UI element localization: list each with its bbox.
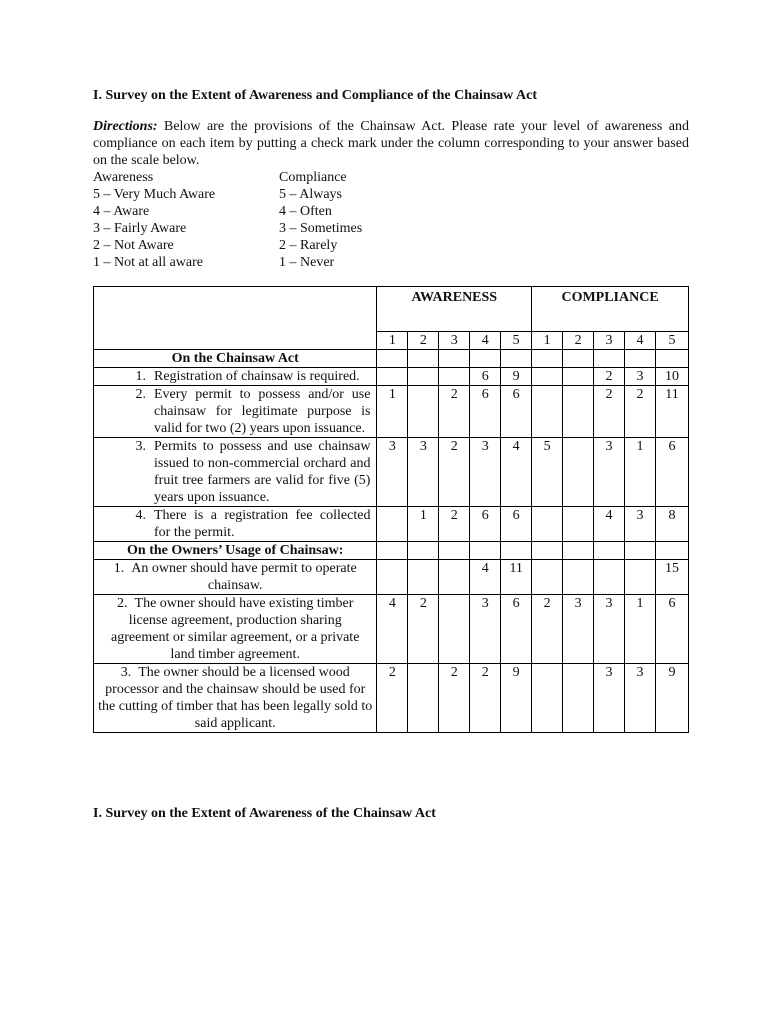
item-number: 2. — [135, 387, 146, 402]
scale-number-cell: 1 — [377, 332, 408, 350]
compliance-scale-header: Compliance — [279, 170, 347, 185]
rating-count-cell: 2 — [532, 595, 563, 664]
rating-count-cell: 1 — [377, 386, 408, 438]
rating-count-cell: 6 — [655, 438, 688, 507]
item-cell — [94, 438, 377, 507]
scale-number-cell: 5 — [655, 332, 688, 350]
rating-count-cell: 2 — [594, 368, 625, 386]
item-text: Permits to possess and use chainsaw issued to non-commercial orchard and fruit tree farmers are valid for five (5) years upon issuance. — [154, 439, 371, 505]
rating-count-cell: 11 — [655, 386, 688, 438]
item-cell — [94, 386, 377, 438]
directions-paragraph — [93, 118, 689, 169]
awareness-scale-item: 4 – Aware — [93, 204, 150, 219]
awareness-scale-header: Awareness — [93, 170, 154, 185]
rating-count-cell: 2 — [439, 386, 470, 438]
table-row — [94, 507, 689, 542]
item-text: Registration of chainsaw is required. — [154, 369, 360, 384]
rating-count-cell: 1 — [408, 507, 439, 542]
rating-count-cell: 9 — [501, 664, 532, 733]
directions-text: Below are the provisions of the Chainsaw Act. Please rate your level of awareness and compliance on each item by putting a check mark under the column corresponding to your answer based on the scale below. — [93, 119, 689, 168]
rating-count-cell: 6 — [501, 386, 532, 438]
item-text: The owner should be a licensed wood processor and the chainsaw should be used for the cutting of timber that has been legally sold to said applicant. — [98, 665, 373, 731]
rating-count-cell — [563, 664, 594, 733]
item-number: 4. — [135, 508, 146, 523]
table-row — [94, 560, 689, 595]
scale-number-cell: 3 — [439, 332, 470, 350]
rating-count-cell: 2 — [377, 664, 408, 733]
item-cell — [94, 368, 377, 386]
rating-count-cell — [439, 560, 470, 595]
rating-count-cell — [408, 368, 439, 386]
rating-count-cell: 4 — [470, 560, 501, 595]
awareness-scale-item: 1 – Not at all aware — [93, 255, 204, 270]
rating-count-cell: 3 — [594, 438, 625, 507]
item-text: Every permit to possess and/or use chainsaw for legitimate purpose is valid for two (2) years upon issuance. — [154, 387, 371, 436]
rating-count-cell: 4 — [594, 507, 625, 542]
rating-count-cell — [377, 368, 408, 386]
item-text: The owner should have existing timber license agreement, production sharing agreement or similar agreement, or a private land timber agreement. — [111, 596, 360, 662]
rating-count-cell: 2 — [439, 507, 470, 542]
survey-table — [93, 286, 689, 733]
scale-number-cell: 1 — [532, 332, 563, 350]
rating-count-cell: 2 — [408, 595, 439, 664]
rating-count-cell — [377, 560, 408, 595]
rating-count-cell: 3 — [408, 438, 439, 507]
rating-count-cell — [532, 368, 563, 386]
item-number: 2. — [117, 596, 128, 611]
rating-count-cell — [563, 368, 594, 386]
scale-number-cell: 4 — [470, 332, 501, 350]
section-row — [94, 542, 689, 560]
rating-count-cell: 5 — [532, 438, 563, 507]
awareness-scale-item: 2 – Not Aware — [93, 238, 174, 253]
scale-number-cell: 2 — [563, 332, 594, 350]
scale-number-cell: 5 — [501, 332, 532, 350]
rating-count-cell: 2 — [470, 664, 501, 733]
table-row — [94, 368, 689, 386]
compliance-scale-item: 4 – Often — [279, 204, 332, 219]
rating-count-cell: 3 — [563, 595, 594, 664]
rating-count-cell — [532, 560, 563, 595]
rating-count-cell: 10 — [655, 368, 688, 386]
item-cell — [94, 560, 377, 595]
rating-count-cell: 4 — [501, 438, 532, 507]
rating-count-cell: 15 — [655, 560, 688, 595]
rating-count-cell — [532, 507, 563, 542]
rating-count-cell: 2 — [594, 386, 625, 438]
directions-label: Directions: — [93, 119, 158, 134]
compliance-column-header: COMPLIANCE — [532, 287, 689, 332]
page-title: I. Survey on the Extent of Awareness and Compliance of the Chainsaw Act — [93, 88, 537, 103]
rating-count-cell — [408, 560, 439, 595]
item-text: An owner should have permit to operate chainsaw. — [131, 561, 357, 593]
rating-count-cell — [532, 664, 563, 733]
scale-number-cell: 2 — [408, 332, 439, 350]
rating-count-cell — [563, 507, 594, 542]
rating-count-cell: 2 — [625, 386, 656, 438]
rating-count-cell — [408, 386, 439, 438]
rating-count-cell — [563, 560, 594, 595]
rating-count-cell: 3 — [625, 664, 656, 733]
rating-count-cell: 6 — [655, 595, 688, 664]
rating-count-cell: 3 — [625, 368, 656, 386]
item-text: There is a registration fee collected for the permit. — [154, 508, 371, 540]
rating-count-cell: 4 — [377, 595, 408, 664]
table-row — [94, 438, 689, 507]
document-page — [93, 87, 689, 271]
section-heading: On the Owners’ Usage of Chainsaw: — [94, 542, 377, 560]
rating-count-cell — [532, 386, 563, 438]
rating-count-cell: 11 — [501, 560, 532, 595]
rating-count-cell: 1 — [625, 595, 656, 664]
table-row — [94, 664, 689, 733]
item-number: 3. — [135, 439, 146, 454]
compliance-scale-item: 5 – Always — [279, 187, 342, 202]
rating-count-cell — [625, 560, 656, 595]
table-header-row — [94, 287, 689, 332]
rating-count-cell: 2 — [439, 664, 470, 733]
item-cell — [94, 595, 377, 664]
rating-count-cell — [563, 438, 594, 507]
rating-count-cell — [408, 664, 439, 733]
rating-count-cell: 3 — [625, 507, 656, 542]
rating-count-cell: 2 — [439, 438, 470, 507]
rating-count-cell: 3 — [594, 664, 625, 733]
table-row — [94, 386, 689, 438]
awareness-scale-item: 5 – Very Much Aware — [93, 187, 216, 202]
footer-title: I. Survey on the Extent of Awareness of the Chainsaw Act — [93, 806, 436, 821]
rating-count-cell: 3 — [470, 438, 501, 507]
rating-count-cell: 3 — [377, 438, 408, 507]
rating-count-cell — [377, 507, 408, 542]
header-blank-cell — [94, 287, 377, 350]
rating-count-cell: 3 — [594, 595, 625, 664]
rating-count-cell — [439, 595, 470, 664]
rating-count-cell: 8 — [655, 507, 688, 542]
item-number: 1. — [113, 561, 125, 576]
rating-scale — [93, 169, 689, 271]
rating-count-cell — [439, 368, 470, 386]
item-cell — [94, 507, 377, 542]
compliance-scale-item: 1 – Never — [279, 255, 335, 270]
rating-count-cell: 9 — [655, 664, 688, 733]
scale-number-cell: 3 — [594, 332, 625, 350]
section-row — [94, 350, 689, 368]
scale-number-cell: 4 — [625, 332, 656, 350]
rating-count-cell: 9 — [501, 368, 532, 386]
item-cell — [94, 664, 377, 733]
rating-count-cell: 6 — [470, 368, 501, 386]
section-heading: On the Chainsaw Act — [94, 350, 377, 368]
awareness-scale-item: 3 – Fairly Aware — [93, 221, 187, 236]
rating-count-cell: 6 — [501, 595, 532, 664]
awareness-column-header: AWARENESS — [377, 287, 532, 332]
item-number: 1. — [135, 369, 146, 384]
rating-count-cell — [563, 386, 594, 438]
rating-count-cell: 6 — [470, 507, 501, 542]
rating-count-cell: 3 — [470, 595, 501, 664]
rating-count-cell: 1 — [625, 438, 656, 507]
compliance-scale-item: 2 – Rarely — [279, 238, 338, 253]
compliance-scale-item: 3 – Sometimes — [279, 221, 363, 236]
rating-count-cell: 6 — [470, 386, 501, 438]
item-number: 3. — [120, 665, 132, 680]
rating-count-cell: 6 — [501, 507, 532, 542]
rating-count-cell — [594, 560, 625, 595]
table-row — [94, 595, 689, 664]
